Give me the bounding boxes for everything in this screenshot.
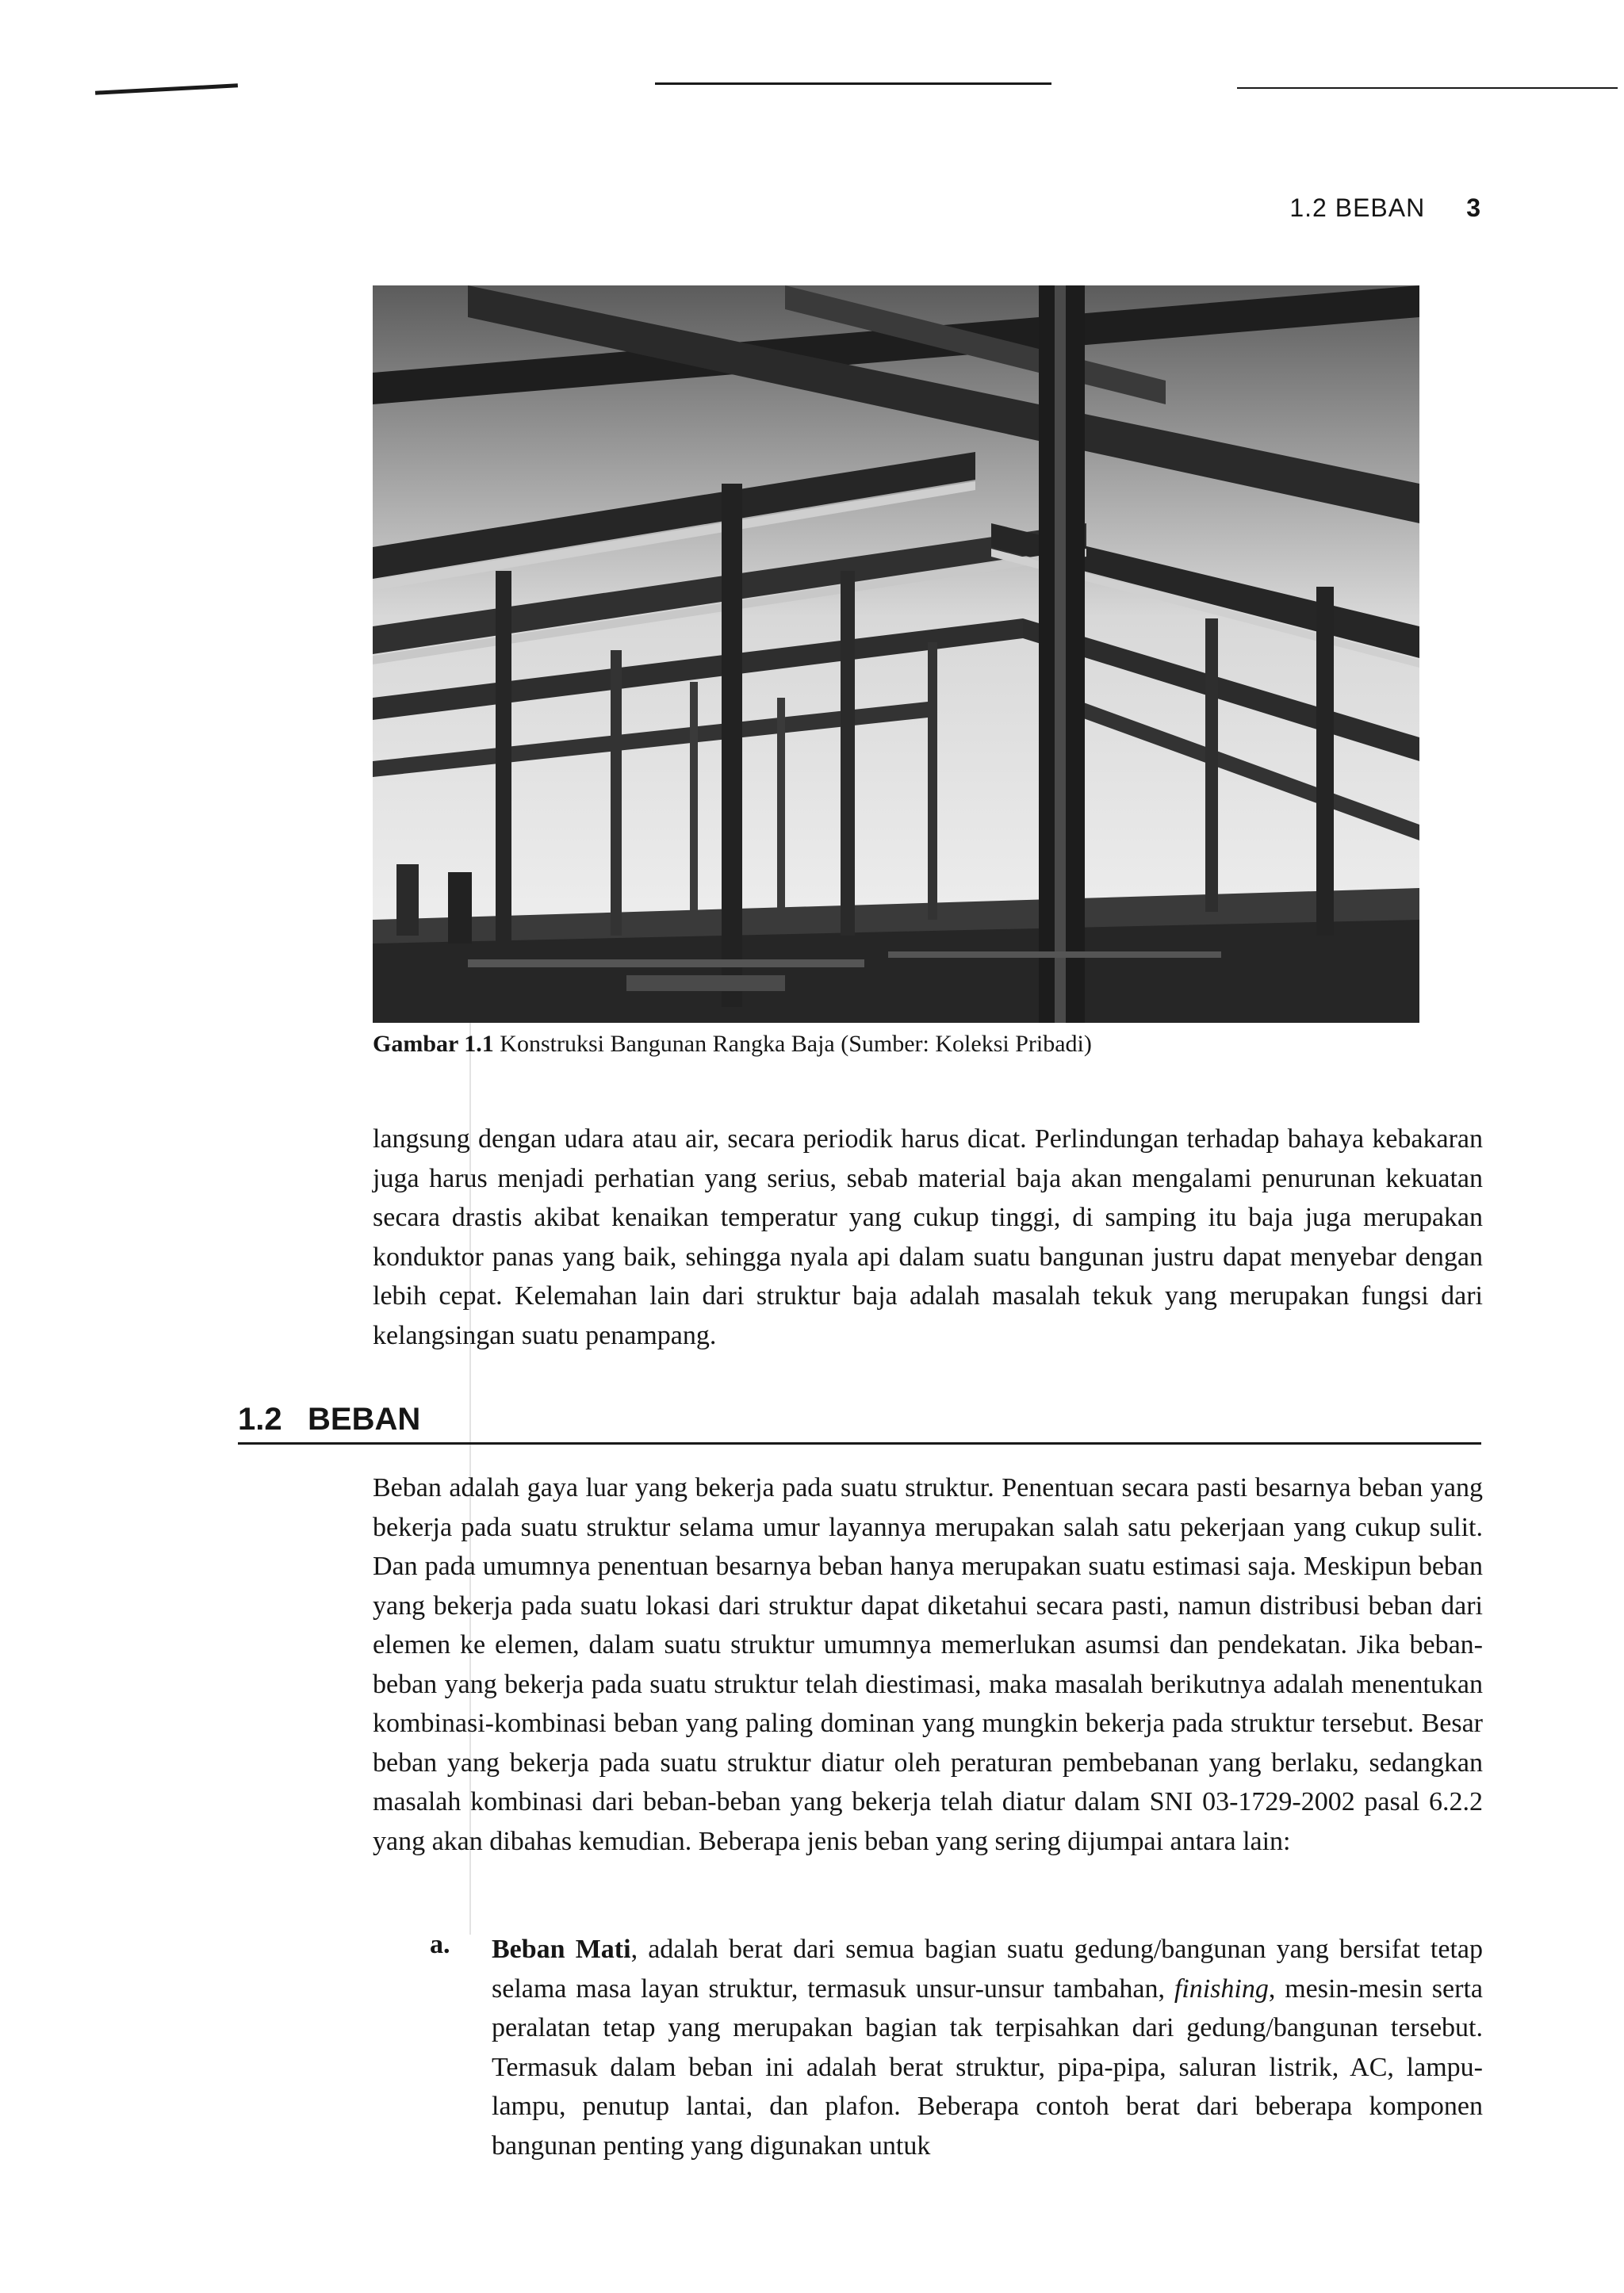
paragraph-continuation: langsung dengan udara atau air, secara periodik harus dicat. Perlindungan terhadap bahaya kebakaran juga harus menjadi perhatian yang serius, sebab material baja akan mengalami penurunan kekuatan secara drastis akibat kenaikan temperatur yang cukup tinggi, di samping itu baja juga merupakan konduktor panas yang baik, sehingga nyala api dalam suatu bangunan justru dapat menyebar dengan lebih cepat. Kelemahan lain dari struktur baja adalah masalah tekuk yang merupakan fungsi dari kelangsingan suatu penampang. xyxy=(373,1124,1483,1350)
figure-photo xyxy=(373,285,1419,1023)
steel-frame-photo xyxy=(373,285,1419,1023)
figure-caption-text: Konstruksi Bangunan Rangka Baja (Sumber: Koleksi Pribadi) xyxy=(500,1031,1092,1057)
section-title: BEBAN xyxy=(308,1402,421,1437)
top-rule-left xyxy=(95,83,238,94)
list-item-marker: a. xyxy=(430,1930,450,1959)
section-number: 1.2 xyxy=(238,1402,282,1437)
figure-caption-label: Gambar 1.1 xyxy=(373,1031,494,1057)
section-heading xyxy=(238,1402,1481,1445)
figure-caption xyxy=(373,1031,1092,1058)
list-item-text-2: , mesin-mesin serta peralatan tetap yang merupakan bagian tak terpisahkan dari gedung/bangunan tersebut. Termasuk dalam beban ini adalah berat struktur, pipa-pipa, saluran listrik, AC, lampu-lampu, penutup lantai, dan plafon. Beberapa contoh berat dari beberapa komponen bangunan penting yang digunakan untuk xyxy=(492,1973,1483,2161)
header-section: 1.2 BEBAN xyxy=(1289,193,1426,222)
list-item-italic: finishing xyxy=(1174,1973,1269,2004)
page-number: 3 xyxy=(1466,193,1481,222)
list-item-term: Beban Mati xyxy=(492,1935,631,1964)
list-item-beban-mati xyxy=(430,1930,1483,2165)
paragraph-beban-definition: Beban adalah gaya luar yang bekerja pada suatu struktur. Penentuan secara pasti besarnya beban yang bekerja pada suatu struktur selama umur layannya merupakan salah satu pekerjaan yang cukup sulit. Dan pada umumnya penentuan besarnya beban hanya merupakan suatu estimasi saja. Meskipun beban yang bekerja pada suatu lokasi dari struktur dapat diketahui secara pasti, namun distribusi beban dari elemen ke elemen, dalam suatu struktur umumnya memerlukan asumsi dan pendekatan. Jika beban-beban yang bekerja pada suatu struktur telah diestimasi, maka masalah berikutnya adalah menentukan kombinasi-kombinasi beban yang paling dominan yang mungkin bekerja pada struktur tersebut. Besar beban yang bekerja pada suatu struktur diatur oleh peraturan pembebanan yang berlaku, sedangkan masalah kombinasi dari beban-beban yang bekerja telah diatur dalam SNI 03-1729-2002 pasal 6.2.2 yang akan dibahas kemudian. Beberapa jenis beban yang sering dijumpai antara lain: xyxy=(373,1473,1483,1856)
running-header xyxy=(1289,193,1481,223)
top-rule-middle xyxy=(655,82,1051,85)
top-rule-right xyxy=(1237,87,1618,89)
list-item-text xyxy=(492,1930,1483,2165)
list-item-text-1: , adalah berat dari semua bagian suatu gedung/bangunan yang bersifat tetap selama masa layan struktur, termasuk unsur-unsur tambahan, xyxy=(492,1935,1483,2004)
